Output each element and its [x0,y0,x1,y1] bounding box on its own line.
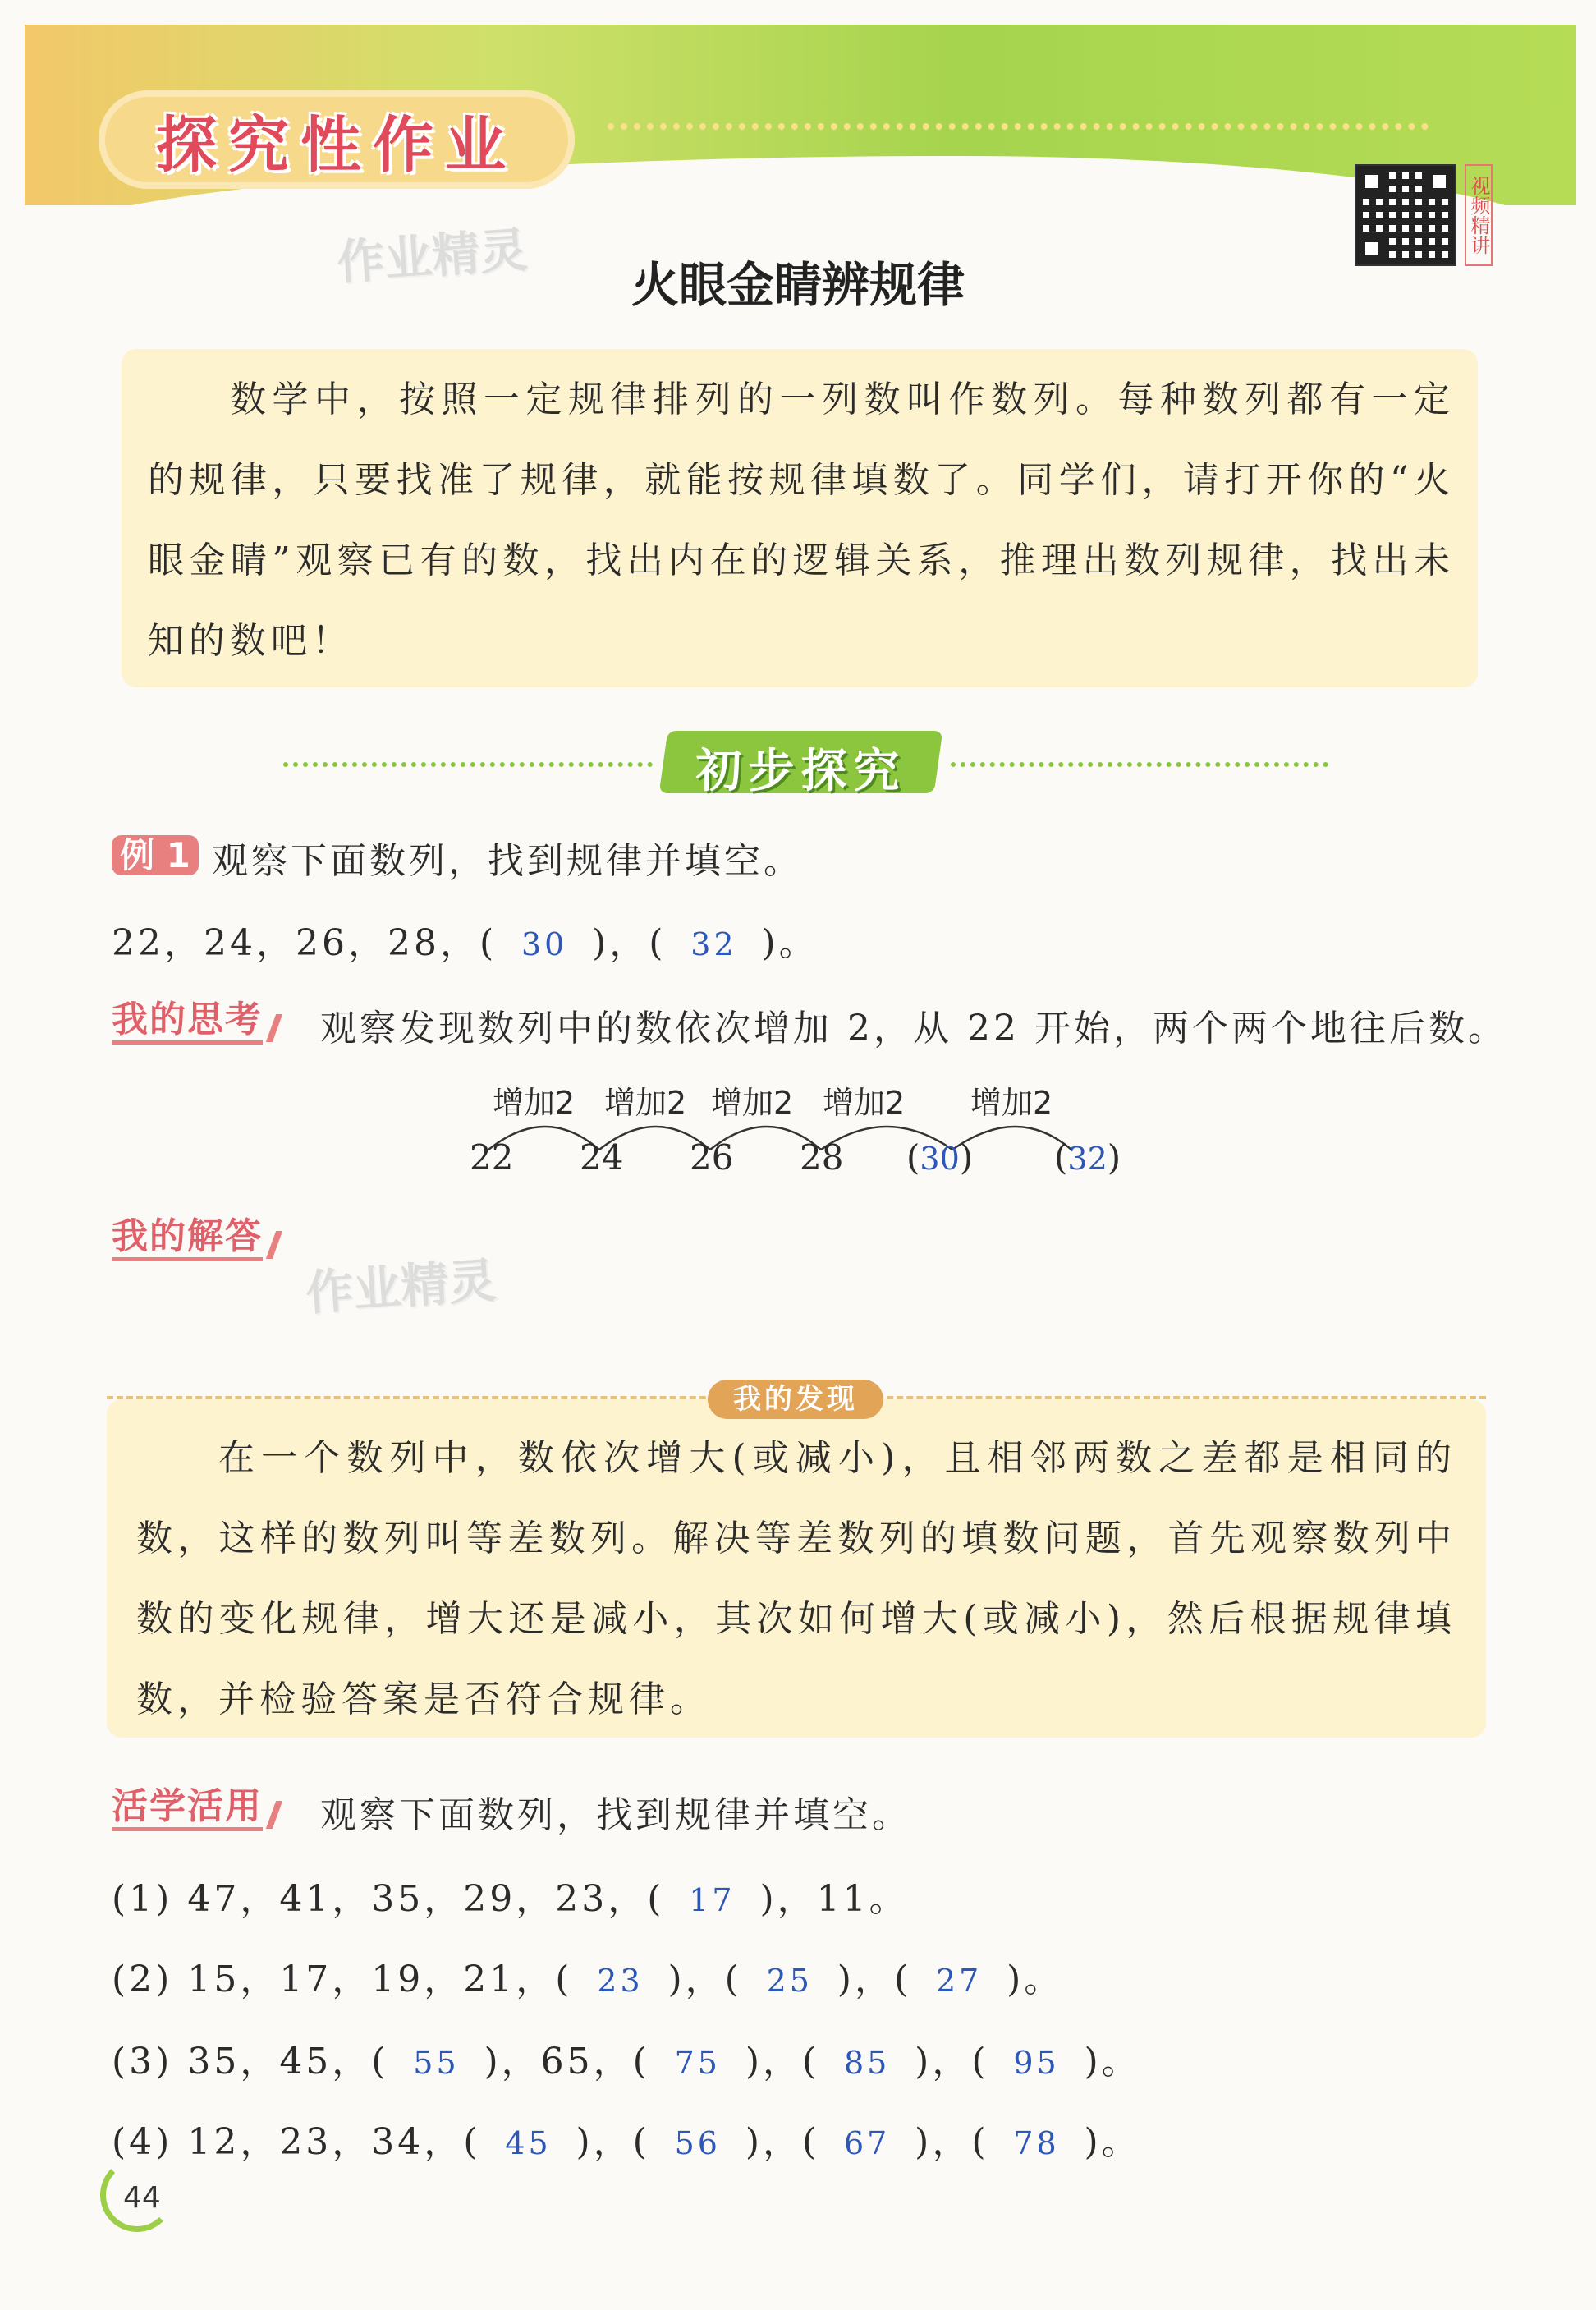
answer-blank[interactable]: 85 [843,2045,891,2081]
paren: ) [1107,1137,1121,1178]
paren: ( [1054,1137,1068,1178]
item-text: )，65，( [484,2041,650,2083]
sequence-number: 22 [470,1137,514,1178]
item-text: )，11。 [759,1878,909,1920]
item-sep: )，( [915,2121,989,2163]
watermark: 作业精灵 [335,221,530,291]
page-title: 火眼金睛辨规律 [631,257,965,313]
tag-slash [266,1231,282,1259]
answer-blank[interactable]: 67 [843,2125,891,2161]
increment-arcs [460,1110,1084,1160]
sequence-number: 24 [580,1137,624,1178]
answer-blank[interactable]: 27 [935,1963,983,1999]
item-sep: )，( [915,2041,989,2083]
increment-label: 增加2 [711,1085,794,1121]
answer-blank[interactable]: 32 [690,926,737,962]
practice-question: 观察下面数列，找到规律并填空。 [320,1794,911,1836]
answer-blank[interactable]: 75 [674,2045,721,2081]
increment-label: 增加2 [604,1085,687,1121]
example-sequence [112,913,819,966]
practice-item-1 [112,1869,909,1922]
increment-label: 增加2 [823,1085,906,1121]
section-divider [283,762,653,767]
item-sep: )，( [745,2121,820,2163]
item-sep: )，( [576,2121,650,2163]
practice-item-3 [112,2032,1141,2084]
qr-corner [1360,169,1384,194]
diagram-answer [1054,1137,1121,1178]
answer-blank[interactable]: 32 [1067,1141,1108,1177]
practice-tag-text: 活学活用 [112,1785,263,1831]
sequence-number: 26 [690,1137,734,1178]
paren: ) [959,1137,974,1178]
header-dots [608,123,1429,130]
watermark: 作业精灵 [304,1251,498,1321]
answer-blank[interactable]: 45 [505,2125,552,2161]
item-end: )。 [1084,2041,1141,2083]
thinking-tag-text: 我的思考 [112,999,263,1045]
increment-label: 增加2 [493,1085,576,1121]
practice-item-2 [112,1949,1063,2002]
item-sep: )，( [745,2041,820,2083]
page-number: 44 [123,2181,161,2215]
item-text: 12，23，34，( [187,2121,481,2163]
answer-tag-text: 我的解答 [112,1215,263,1261]
tag-slash [266,1014,282,1042]
item-text: 15，17，19，21，( [187,1959,573,2000]
practice-tag [112,1784,277,1830]
item-sep: )，( [837,1959,912,2000]
diagram-answer [906,1137,973,1178]
paren: ( [906,1137,920,1178]
example-label-text: 例 1 [112,835,199,875]
tag-slash [266,1801,282,1829]
answer-blank[interactable]: 30 [521,926,568,962]
increment-label: 增加2 [970,1085,1053,1121]
discovery-title: 我的发现 [733,1383,858,1416]
item-end: )。 [1007,1959,1064,2000]
thinking-tag [112,997,277,1043]
answer-blank[interactable]: 95 [1013,2045,1060,2081]
answer-blank[interactable]: 23 [597,1963,644,1999]
section-title: 初步探究 [695,745,906,798]
item-sep: )，( [667,1959,742,2000]
discovery-text: 在一个数列中，数依次增大(或减小)，且相邻两数之差都是相同的数，这样的数列叫等差数列。解决等差数列的填数问题，首先观察数列中数的变化规律，增大还是减小，其次如何增大(或减小)，然后根据规律填数，并检验答案是否符合规律。 [136,1437,1456,1720]
practice-item-4 [112,2112,1141,2165]
section-divider [951,762,1328,767]
sequence-text: 22，24，26，28，( [112,922,498,964]
item-text: 35，45，( [187,2041,389,2083]
qr-label: 视频精讲 [1465,164,1493,266]
qr-corner [1427,169,1452,194]
item-label: (1) [112,1878,173,1920]
thinking-text: 观察发现数列中的数依次增加 2，从 22 开始，两个两个地往后数。 [320,1008,1507,1049]
intro-text: 数学中，按照一定规律排列的一列数叫作数列。每种数列都有一定的规律，只要找准了规律，就能按规律填数了。同学们，请打开你的“火眼金睛”观察已有的数，找出内在的逻辑关系，推理出数列规律，找出未知的数吧！ [148,379,1455,662]
example-label [112,834,199,877]
sequence-sep: )，( [592,922,667,964]
item-label: (4) [112,2121,173,2163]
answer-blank[interactable]: 25 [766,1963,813,1999]
header-title: 探究性作业 [156,110,517,181]
answer-tag [112,1214,277,1260]
answer-blank[interactable]: 56 [674,2125,721,2161]
item-label: (3) [112,2041,173,2083]
item-text: 47，41，35，29，23，( [187,1878,665,1920]
example-question: 观察下面数列，找到规律并填空。 [212,840,803,882]
sequence-end: )。 [761,922,819,964]
answer-blank[interactable]: 17 [689,1882,736,1918]
answer-blank[interactable]: 55 [413,2045,460,2081]
sequence-number: 28 [800,1137,844,1178]
item-label: (2) [112,1959,173,2000]
answer-blank[interactable]: 78 [1013,2125,1060,2161]
answer-blank[interactable]: 30 [920,1141,960,1177]
item-end: )。 [1084,2121,1141,2163]
